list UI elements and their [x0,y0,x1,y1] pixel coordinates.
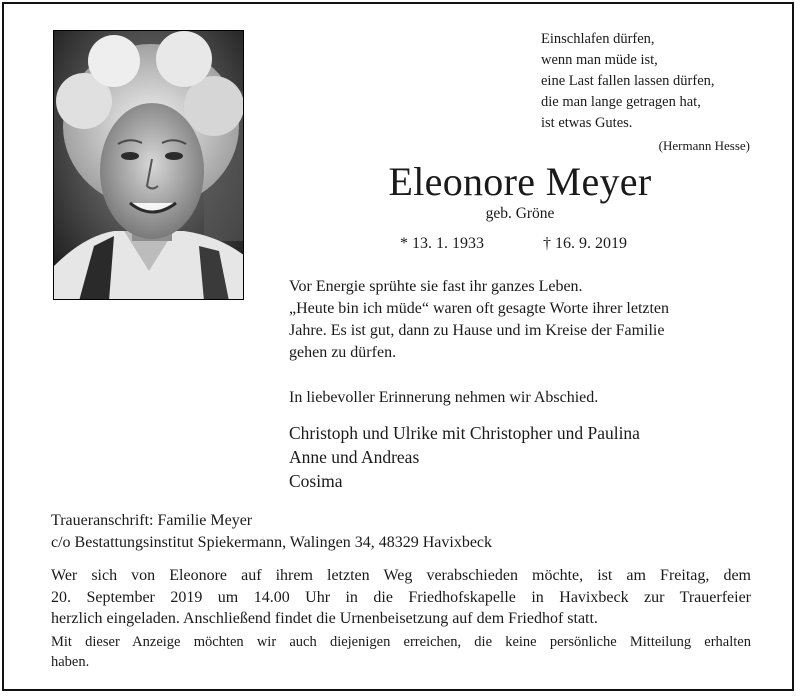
death-date: † 16. 9. 2019 [543,235,627,252]
poem-line: wenn man müde ist, [541,52,658,68]
tribute-line: „Heute bin ich müde“ waren oft gesagte Worte ihrer letzten [289,300,670,317]
mourning-address [51,510,492,553]
birth-date: * 13. 1. 1933 [400,235,484,252]
maiden-name: geb. Gröne [485,205,555,222]
poem-line: die man lange getragen hat, [541,94,701,110]
tribute-line: Vor Energie sprühte sie fast ihr ganzes Leben. [289,278,583,295]
poem-author: (Hermann Hesse) [658,138,750,153]
remembrance-text: In liebevoller Erinnerung nehmen wir Abschied. [289,389,599,406]
tribute-line: gehen zu dürfen. [289,344,397,361]
family-line: Christoph und Ulrike mit Christopher und Paulina [289,423,640,443]
poem-line: Einschlafen dürfen, [541,31,655,47]
address-line: c/o Bestattungsinstitut Spiekermann, Walingen 34, 48329 Havixbeck [51,533,493,551]
tribute-line: Jahre. Es ist gut, dann zu Hause und im Kreise der Familie [289,322,665,339]
footnote-line: Mit dieser Anzeige möchten wir auch diejenigen erreichen, die keine persönliche Mitteilung erhalten [51,634,751,650]
family-line: Anne und Andreas [289,447,420,467]
poem [541,29,756,156]
address-line: Traueranschrift: Familie Meyer [51,512,253,529]
portrait-icon [54,31,244,300]
notice-line: 20. September 2019 um 14.00 Uhr in die Friedhofskapelle in Havixbeck zur Trauerfeier [51,588,751,606]
deceased-name: Eleonore Meyer [388,159,652,204]
tribute-text [289,276,759,364]
family-names [289,421,759,493]
poem-line: ist etwas Gutes. [541,115,633,131]
funeral-notice [51,565,751,630]
footnote [51,632,751,672]
poem-line: eine Last fallen lassen dürfen, [541,73,715,89]
portrait-photo [53,30,244,300]
notice-line: Wer sich von Eleonore auf ihrem letzten Weg verabschieden möchte, ist am Freitag, dem [51,567,751,584]
family-line: Cosima [289,471,343,491]
footnote-line: haben. [51,654,90,670]
notice-line: herzlich eingeladen. Anschließend findet die Urnenbeisetzung auf dem Friedhof statt. [51,610,598,627]
